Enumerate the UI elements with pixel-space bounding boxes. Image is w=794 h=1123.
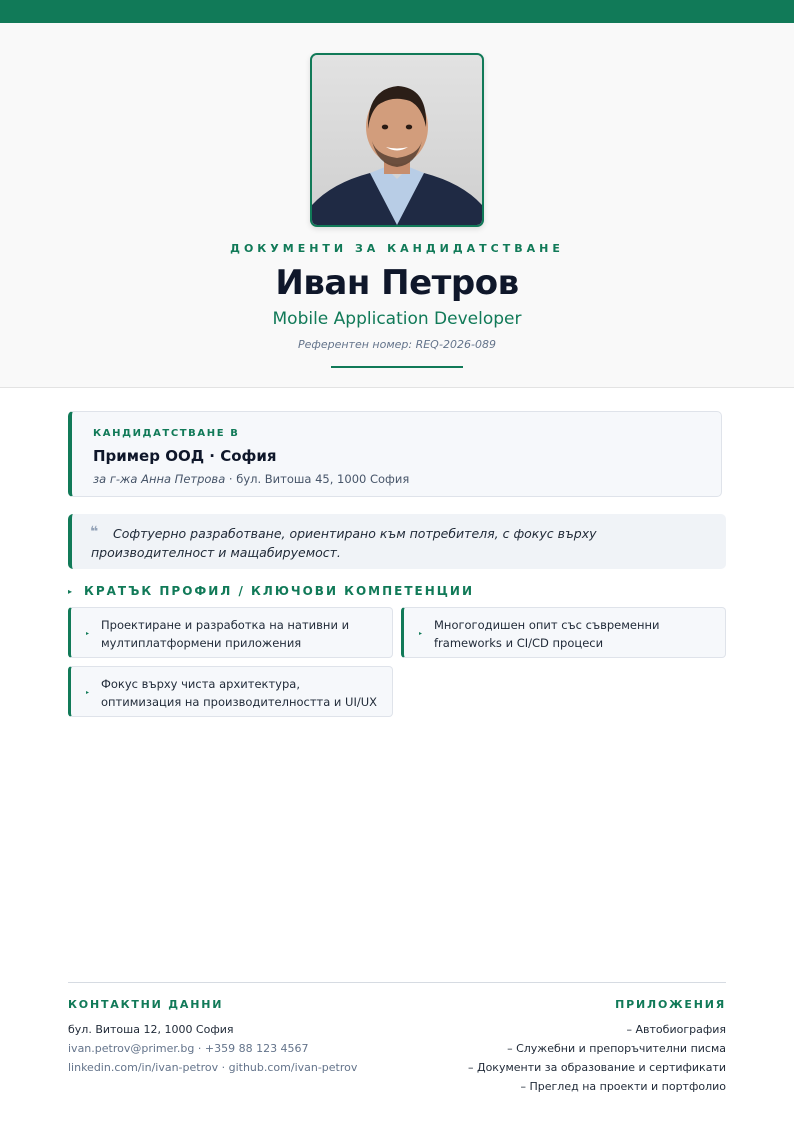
document-kicker: ДОКУМЕНТИ ЗА КАНДИДАТСТВАНЕ: [230, 242, 564, 255]
contact-details: [68, 1020, 357, 1077]
competency-card: [68, 607, 393, 658]
competencies-title: КРАТЪК ПРОФИЛ / КЛЮЧОВИ КОМПЕТЕНЦИИ: [84, 584, 475, 598]
triangle-bullet-icon: ▸: [86, 689, 90, 696]
recipient-company: Пример ООД · София: [93, 447, 277, 465]
candidate-role: Mobile Application Developer: [272, 309, 522, 329]
attachment-item: – Документи за образование и сертификати: [467, 1061, 726, 1074]
recipient-card: [68, 411, 722, 497]
recipient-contact: за г-жа Анна Петрова: [93, 472, 226, 486]
attachment-item: – Преглед на проекти и портфолио: [520, 1080, 726, 1093]
header-divider: [331, 366, 463, 368]
competency-text: Многогодишен опит със съвременни frameworks и CI/CD процеси: [434, 618, 660, 650]
attachment-item: – Автобиография: [626, 1023, 726, 1036]
competency-text: Фокус върху чиста архитектура, оптимизация на производителността и UI/UX: [101, 677, 378, 709]
attachments-list: [468, 1020, 726, 1096]
attachment-item: – Служебни и препоръчителни писма: [507, 1042, 726, 1055]
quote-icon: ❝: [90, 524, 99, 540]
portrait-illustration: [312, 55, 482, 225]
contact-heading: КОНТАКТНИ ДАННИ: [68, 998, 224, 1011]
competency-card: [401, 607, 726, 658]
top-accent-bar: [0, 0, 794, 23]
triangle-bullet-icon: ▸: [86, 630, 90, 637]
summary-quote: [68, 514, 726, 569]
reference-number: Референтен номер: REQ-2026-089: [298, 338, 496, 351]
recipient-label: КАНДИДАТСТВАНЕ В: [93, 428, 240, 439]
attachments-heading: ПРИЛОЖЕНИЯ: [615, 998, 726, 1011]
candidate-name: Иван Петров: [275, 263, 519, 303]
competency-text: Проектиране и разработка на нативни и мултиплатформени приложения: [101, 618, 350, 650]
header-section: [0, 23, 794, 388]
contact-address: бул. Витоша 12, 1000 София: [68, 1023, 234, 1036]
contact-links: linkedin.com/in/ivan-petrov · github.com/ivan-petrov: [68, 1061, 358, 1074]
contact-email-phone: ivan.petrov@primer.bg · +359 88 123 4567: [68, 1042, 309, 1055]
recipient-street: · бул. Витоша 45, 1000 София: [225, 472, 410, 486]
triangle-bullet-icon: ▸: [68, 587, 73, 596]
recipient-address: [93, 472, 409, 486]
competencies-heading: [68, 584, 474, 598]
quote-text: Софтуерно разработване, ориентирано към потребителя, с фокус върху производителност и мащабируемост.: [91, 526, 597, 560]
competency-card: [68, 666, 393, 717]
profile-photo: [310, 53, 484, 227]
triangle-bullet-icon: ▸: [419, 630, 423, 637]
footer-divider: [68, 982, 726, 983]
